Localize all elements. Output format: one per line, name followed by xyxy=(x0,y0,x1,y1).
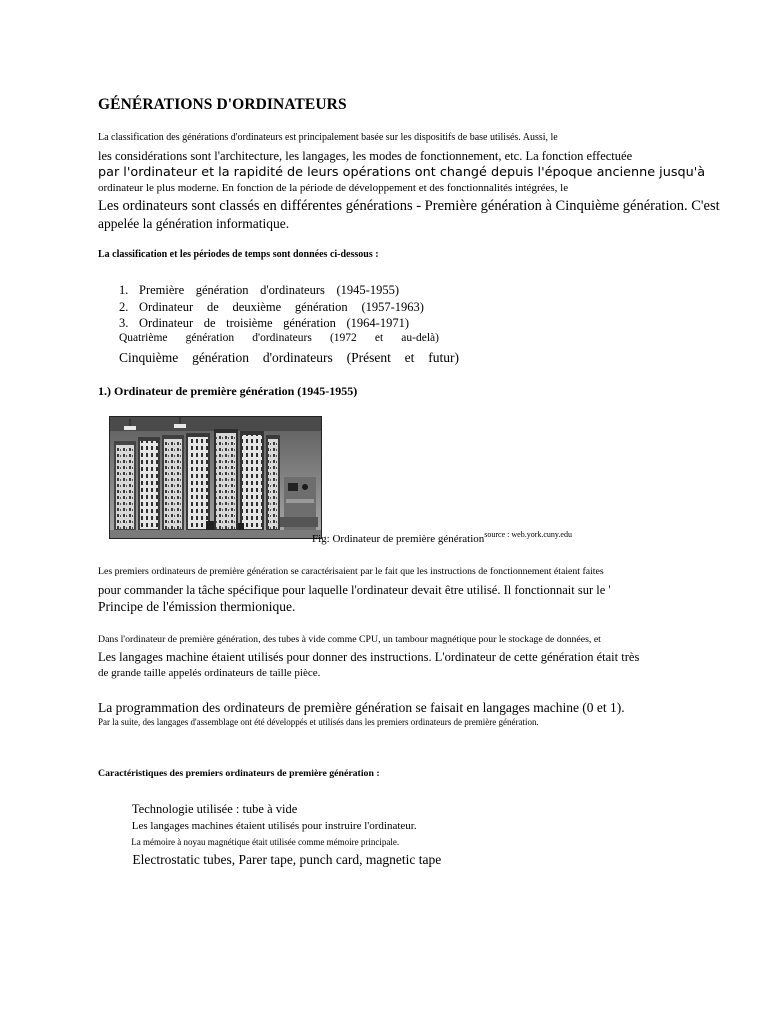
para1-line-1: Les premiers ordinateurs de première génération se caractérisaient par le fait que les instructions de fonctionnement étaient faites xyxy=(98,566,604,577)
generation-word: et xyxy=(374,332,384,344)
para1-line-3: Principe de l'émission thermionique. xyxy=(98,599,296,614)
para2-line-3: de grande taille appelés ordinateurs de taille pièce. xyxy=(98,667,321,679)
generation-word: d'ordinateurs xyxy=(262,350,333,365)
intro-line-6: appelée la génération informatique. xyxy=(98,216,290,231)
generation-word: génération xyxy=(283,316,336,330)
para2-line-2: Les langages machine étaient utilisés pour donner des instructions. L'ordinateur de cette génération était très xyxy=(98,650,640,664)
generation-word: (1964-1971) xyxy=(346,316,409,330)
generation-item xyxy=(119,332,439,344)
generation-word: Première xyxy=(139,283,185,297)
generation-word: et xyxy=(404,350,415,365)
characteristic-item xyxy=(119,852,441,868)
para1-line-2: pour commander la tâche spécifique pour laquelle l'ordinateur devait être utilisé. Il fonctionnait sur le ' xyxy=(98,583,611,597)
para3-line-1: La programmation des ordinateurs de première génération se faisait en langages machine (0 et 1). xyxy=(98,700,625,715)
generation-number: 3. xyxy=(119,316,129,330)
generation-item xyxy=(119,300,424,315)
intro-line-3: par l'ordinateur et la rapidité de leurs opérations ont changé depuis l'époque ancienne jusqu'à xyxy=(98,165,706,180)
characteristic-text: La mémoire à noyau magnétique était utilisée comme mémoire principale. xyxy=(131,837,400,847)
characteristics-heading: Caractéristiques des premiers ordinateurs de première génération : xyxy=(98,768,380,779)
figure-source: source : web.york.cuny.edu xyxy=(484,530,572,539)
generation-word: futur) xyxy=(428,350,459,365)
generation-word: de xyxy=(206,300,219,314)
first-generation-computer-photo xyxy=(109,416,322,539)
generation-word: deuxième xyxy=(232,300,282,314)
generation-word: Ordinateur xyxy=(139,300,194,314)
generation-word: d'ordinateurs xyxy=(260,283,325,297)
characteristic-item xyxy=(119,802,297,817)
generation-word: (1957-1963) xyxy=(361,300,424,314)
generation-word: de xyxy=(203,316,216,330)
characteristic-text: Technologie utilisée : tube à vide xyxy=(131,802,298,816)
characteristic-item xyxy=(119,820,417,832)
characteristic-text: Electrostatic tubes, Parer tape, punch card, magnetic tape xyxy=(132,852,442,867)
generation-word: (1972 xyxy=(329,332,357,344)
generation-number: 1. xyxy=(119,283,129,297)
page-title: GÉNÉRATIONS D'ORDINATEURS xyxy=(98,96,347,113)
generation-word: Ordinateur xyxy=(139,316,194,330)
generation-word: d'ordinateurs xyxy=(252,332,312,344)
generation-word: (Présent xyxy=(346,350,391,365)
generation-item xyxy=(119,350,459,366)
generation-word: génération xyxy=(192,350,250,365)
generation-word: génération xyxy=(195,283,249,297)
para3-line-2: Par la suite, des langages d'assemblage ont été développés et utilisés dans les premiers ordinateurs de première génération. xyxy=(98,717,539,727)
intro-line-5: Les ordinateurs sont classés en différentes générations - Première génération à Cinquième génération. C'est xyxy=(98,198,720,214)
generation-word: génération xyxy=(185,332,235,344)
generation-word: troisième xyxy=(226,316,273,330)
characteristic-item xyxy=(119,837,399,847)
classification-heading: La classification et les périodes de temps sont données ci-dessous : xyxy=(98,249,379,260)
intro-line-1: La classification des générations d'ordinateurs est principalement basée sur les dispositifs de base utilisés. Aussi, le xyxy=(98,132,558,143)
section-1-heading: 1.) Ordinateur de première génération (1945-1955) xyxy=(98,384,358,398)
generation-number: 2. xyxy=(119,300,129,314)
generation-word: Cinquième xyxy=(119,350,179,365)
generation-word: génération xyxy=(294,300,348,314)
intro-line-2: les considérations sont l'architecture, les langages, les modes de fonctionnement, etc. La fonction effectuée xyxy=(98,149,633,163)
generation-word: (1945-1955) xyxy=(336,283,399,297)
figure-caption-text: Fig: Ordinateur de première génération xyxy=(312,533,485,545)
generation-item xyxy=(119,316,409,331)
generation-word: Quatrième xyxy=(119,332,168,344)
figure-caption xyxy=(312,530,572,545)
para2-line-1: Dans l'ordinateur de première génération, des tubes à vide comme CPU, un tambour magnétique pour le stockage de données, et xyxy=(98,634,601,645)
generation-item xyxy=(119,283,399,298)
generation-word: au-delà) xyxy=(401,332,439,344)
intro-line-4: ordinateur le plus moderne. En fonction de la période de développement et des fonctionnalités intégrées, le xyxy=(98,182,569,194)
characteristic-text: Les langages machines étaient utilisés pour instruire l'ordinateur. xyxy=(131,820,417,832)
